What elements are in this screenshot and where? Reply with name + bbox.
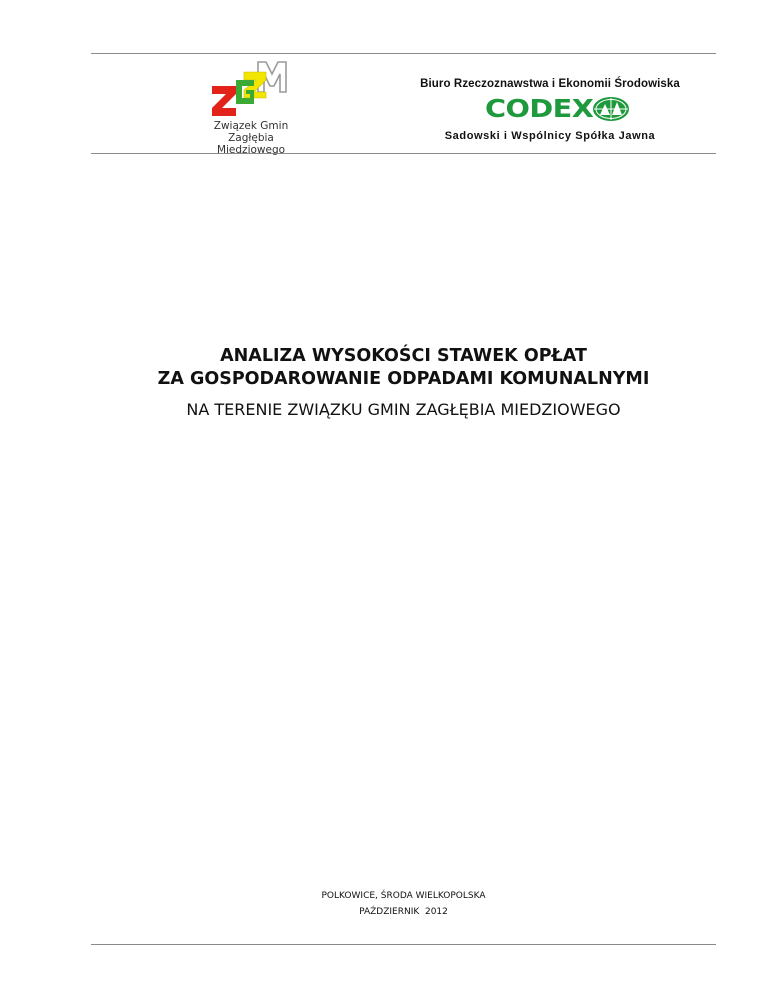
footer-place: POLKOWICE, ŚRODA WIELKOPOLSKA [321,891,486,901]
zgm-logo [196,58,306,156]
bottom-rule [91,944,716,945]
document-title [91,345,716,421]
codex-bottom-text: Sadowski i Wspólnicy Spółka Jawna [444,130,656,142]
codex-globe-tree-icon [591,96,631,122]
footer-date: PAŹDZIERNIK 2012 [359,907,448,917]
title-line-1: ANALIZA WYSOKOŚCI STAWEK OPŁAT [220,346,587,366]
top-rule [91,53,716,54]
codex-mark [405,95,695,123]
zgm-caption [196,120,306,156]
title-line-2: ZA GOSPODAROWANIE ODPADAMI KOMUNALNYMI [157,369,650,389]
zgm-caption-line1: Związek Gmin [213,120,289,132]
codex-logo [405,70,695,150]
codex-top-text: Biuro Rzeczoznawstwa i Ekonomii Środowiska [420,78,680,90]
document-subtitle: NA TERENIE ZWIĄZKU GMIN ZAGŁĘBIA MIEDZIOWEGO [186,400,621,419]
codex-brand: CODEX [485,94,594,123]
header-bottom-rule [91,153,716,154]
zgm-logo-icon [206,58,296,120]
footer [91,888,716,920]
zgm-caption-line2: Zagłębia Miedziowego [216,132,286,156]
